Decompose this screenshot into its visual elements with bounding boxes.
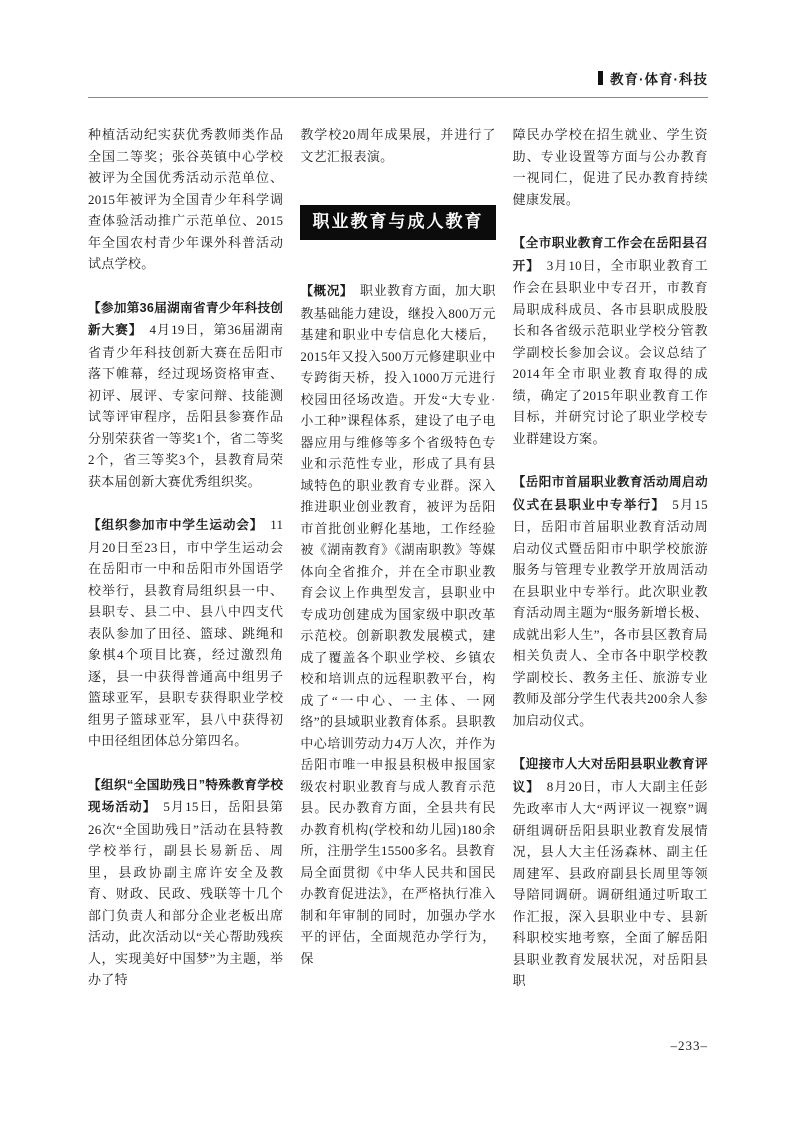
entry-title: 【概况】 [300,284,354,298]
entry-paragraph [513,753,708,992]
entry-text: 职业教育方面，加大职教基础能力建设，继投入800万元基建和职业中专信息化大楼后，2015年又投入500万元修建职业中专跨街天桥，投入1000万元进行校园田径场改造。开发“大专业·小工种”课程体系，建设了电子电器应用与维修等多个省级特色专业和示范性专业，形成了具有县域特色的职业教育专业群。深入推进职业创业教育，被评为岳阳市首批创业孵化基地，工作经验被《湖南教育》《湖南职教》等媒体向全省推介，并在全市职业教育会议上作典型发言，县职业中专成功创建成为国家级中职改革示范校。创新职教发展模式，建成了覆盖各个职业学校、乡镇农校和培训点的远程职教平台，构成了“一中心、一主体、一网络”的县域职业教育体系。县职教中心培训劳动力4万人次，并作为岳阳市唯一申报县积极申报国家级农村职业教育与成人教育示范县。民办教育方面，全县共有民办教育机构(学校和幼儿园)180余所，注册学生15500多名。县教育局全面贯彻《中华人民共和国民办教育促进法》，在严格执行准入制和年审制的同时，加强办学水平的评估，全面规范办学行为，保 [300,283,496,966]
entry-paragraph [88,297,283,493]
entry-title: 【迎接市人大对岳阳县职业教育评议】 [512,757,708,794]
column-left [88,124,283,992]
header-bar-icon [598,71,603,85]
entry-text: 11月20日至23日，市中学生运动会在岳阳市一中和岳阳市外国语学校举行，县教育局组织县一中、县职专、县二中、县八中四支代表队参加了田径、篮球、跳绳和象棋4个项目比赛，经过激烈角逐，县一中获得普通高中组男子篮球亚军，县职专获得职业学校组男子篮球亚军，县八中获得初中田径组团体总分第四名。 [88,517,284,748]
entry-title: 【组织“全国助残日”特殊教育学校现场活动】 [88,777,284,814]
entry-paragraph [88,774,283,991]
entry-paragraph [88,514,283,752]
entry-paragraph [513,232,708,449]
header-section-title: 教育·体育·科技 [610,72,708,87]
continuation-paragraph: 种植活动纪实获优秀教师类作品全国二等奖；张谷英镇中心学校被评为全国优秀活动示范单位、2015年被评为全国青少年科学调查体验活动推广示范单位、2015年全国农村青少年课外科普活动试点学校。 [88,127,284,271]
entry-paragraph [300,280,495,969]
entry-text: 5月15日，岳阳市首届职业教育活动周启动仪式暨岳阳市中职学校旅游服务与管理专业教学开放周活动在县职业中专举行。此次职业教育活动周主题为“服务新增长极、成就出彩人生”，各市县区教育局相关负责人、全市各中职学校教学副校长、教务主任、旅游专业教师及部分学生代表共200余人参加启动仪式。 [512,496,708,728]
entry-text: 8月20日，市人大副主任彭先政率市人大“两评议一视察”调研组调研岳阳县职业教育发展情况，县人大主任汤森林、副主任周建军、县政府副县长周里等领导陪同调研。调研组通过听取工作汇报，深入县职业中专、县新科职校实地考察，全面了解岳阳县职业教育发展状况，对岳阳县职 [512,778,708,988]
continuation-paragraph: 教学校20周年成果展，并进行了文艺汇报表演。 [300,127,496,164]
column-right [513,124,708,992]
entry-text: 5月15日，岳阳县第26次“全国助残日”活动在县特教学校举行，副县长易新岳、周里，县政协副主席许安全及教育、财政、民政、残联等十几个部门负责人和部分企业老板出席活动，此次活动以“关心帮助残疾人，实现美好中国梦”为主题，举办了特 [88,799,284,987]
entry-text: 4月19日，第36届湖南省青少年科技创新大赛在岳阳市落下帷幕，经过现场资格审查、初评、展评、专家问辩、技能测试等评审程序，岳阳县参赛作品分别荣获省一等奖1个，省二等奖2个，省三等奖3个，县教育局荣获本届创新大赛优秀组织奖。 [88,322,284,489]
entry-title: 【岳阳市首届职业教育活动周启动仪式在县职业中专举行】 [512,475,708,512]
entry-title: 【组织参加市中学生运动会】 [88,518,264,532]
page-number: –233– [670,1038,708,1053]
page-header [88,68,708,98]
column-middle [300,124,495,992]
entry-text: 3月10日，全市职业教育工作会在县职业中专召开，市教育局职成科成员、各市县职成股股长和各省级示范职业学校分管教学副校长参加会议。会议总结了2014年全市职业教育取得的成绩，确定了2015年职业教育工作目标，并研究讨论了职业学校专业群建设方案。 [512,257,708,446]
entry-title: 【参加第36届湖南省青少年科技创新大赛】 [88,300,284,337]
entry-paragraph [513,471,708,731]
continuation-paragraph: 障民办学校在招生就业、学生资助、专业设置等方面与公办教育一视同仁，促进了民办教育持续健康发展。 [512,127,708,207]
entry-title: 【全市职业教育工作会在岳阳县召开】 [512,236,708,273]
section-banner: 职业教育与成人教育 [300,205,495,240]
text-columns [88,124,708,992]
